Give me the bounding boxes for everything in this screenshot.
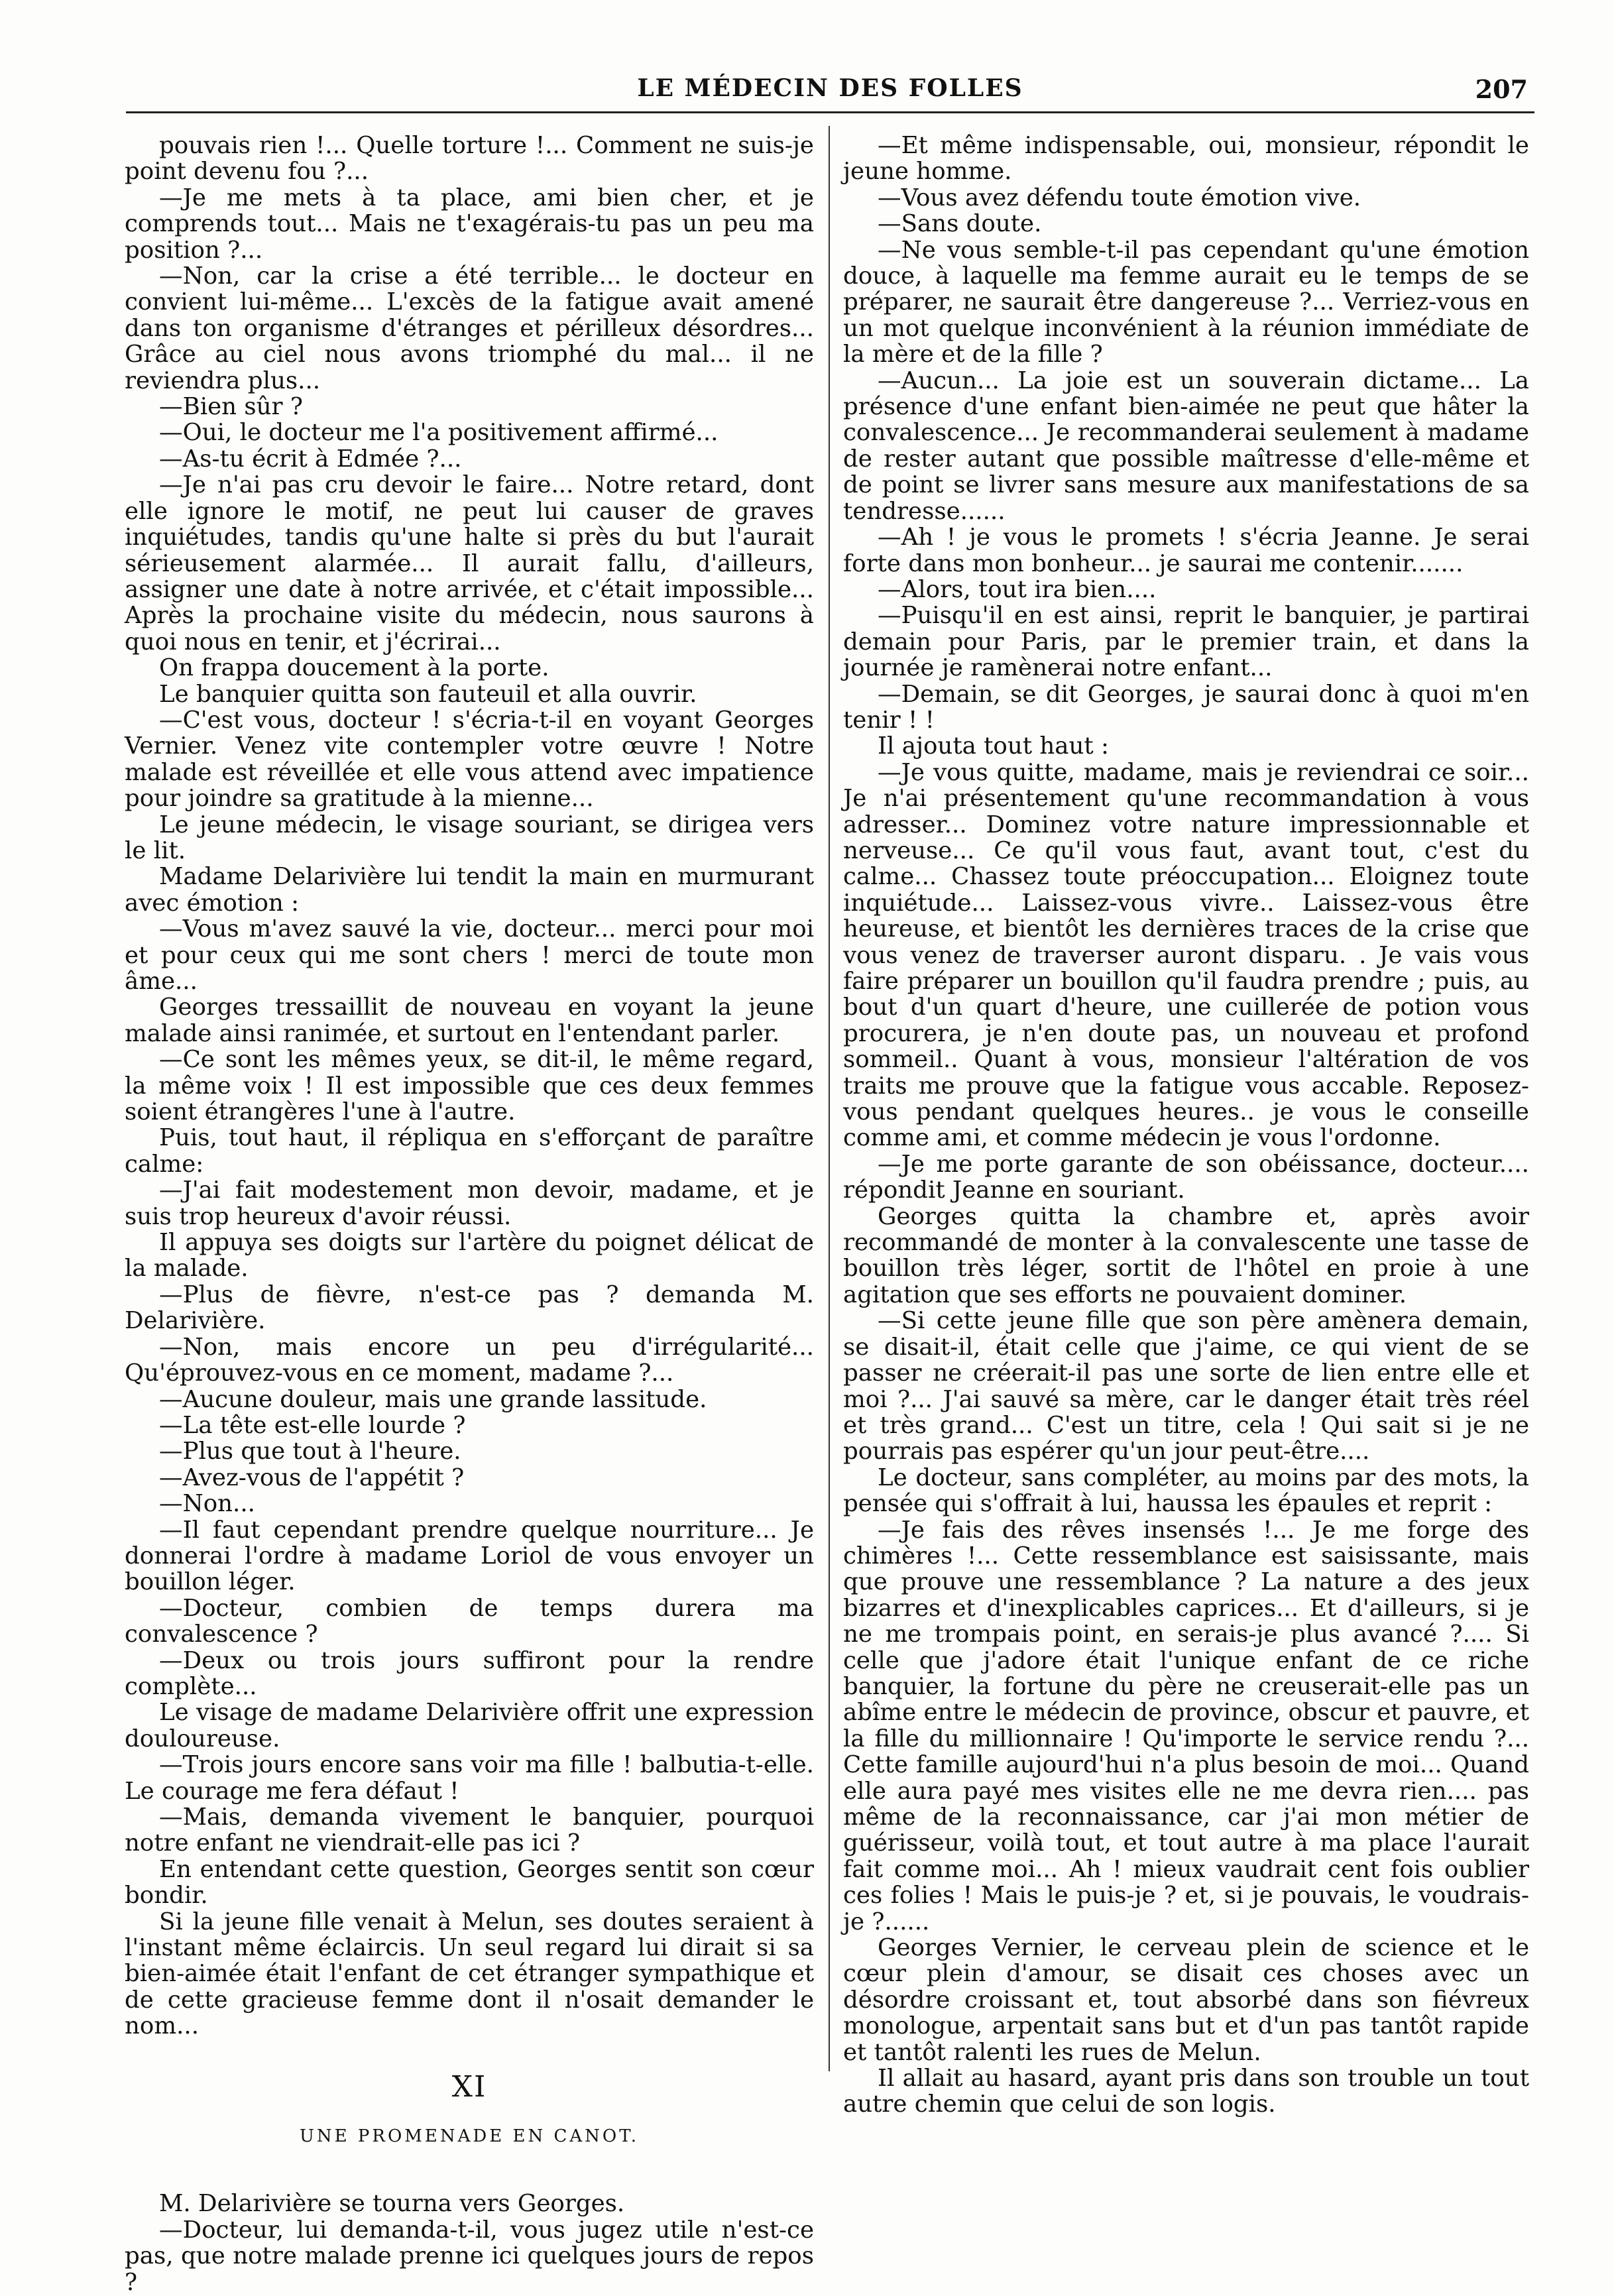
chapter-title: UNE PROMENADE EN CANOT. — [299, 2126, 640, 2147]
running-head — [126, 72, 1534, 113]
column-divider — [829, 126, 830, 2071]
paragraph: —Plus de fièvre, n'est-ce pas ? demanda M. Delarivière. — [125, 1281, 814, 1335]
paragraph: —Je me mets à ta place, ami bien cher, et je comprends tout... Mais ne t'exagérais-tu pas un peu ma position ?... — [125, 184, 814, 264]
paragraph: Georges quitta la chambre et, après avoir recommandé de monter à la convalescente une tasse de bouillon très léger, sortit de l'hôtel en proie à une agitation que ses efforts ne pouvaient dominer. — [843, 1202, 1529, 1308]
paragraph: Georges tressaillit de nouveau en voyant la jeune malade ainsi ranimée, et surtout en l'entendant parler. — [125, 994, 814, 1047]
paragraph: —Avez-vous de l'appétit ? — [159, 1464, 465, 1491]
paragraph: —Non... — [159, 1490, 255, 1518]
paragraph: Il allait au hasard, ayant pris dans son trouble un tout autre chemin que celui de son logis. — [843, 2065, 1529, 2118]
paragraph: —Docteur, combien de temps durera ma convalescence ? — [125, 1594, 814, 1648]
paragraph: —Alors, tout ira bien.... — [878, 575, 1157, 603]
paragraph: —Non, mais encore un peu d'irrégularité... Qu'éprouvez-vous en ce moment, madame ?... — [125, 1333, 814, 1387]
paragraph: —Aucun... La joie est un souverain dictame... La présence d'une enfant bien-aimée ne peut que hâter la convalescence... Je recommanderai seulement à madame de rester autant que possible maîtresse d'elle-même et de point se livrer sans mesure aux manifestations de sa tendresse...... — [843, 367, 1529, 525]
paragraph: —J'ai fait modestement mon devoir, madame, et je suis trop heureux d'avoir réussi. — [125, 1177, 814, 1230]
paragraph: En entendant cette question, Georges sentit son cœur bondir. — [125, 1855, 814, 1910]
paragraph: Georges Vernier, le cerveau plein de science et le cœur plein d'amour, se disait ces choses avec un désordre croissant et, tout absorbé dans son fiévreux monologue, arpentait sans but et d'un pas tantôt rapide et tantôt ralenti les rues de Melun. — [843, 1934, 1529, 2066]
paragraph: Le visage de madame Delarivière offrit une expression douloureuse. — [125, 1699, 814, 1752]
paragraph: Si la jeune fille venait à Melun, ses doutes seraient à l'instant même éclaircis. Un seul regard lui dirait si sa bien-aimée était l'enfant de cet étranger sympathique et de cette gracieuse femme dont il n'osait demander le nom... — [125, 1908, 814, 2040]
paragraph: pouvais rien !... Quelle torture !... Comment ne suis-je point devenu fou ?... — [125, 132, 814, 186]
chapter-number: XI — [451, 2069, 487, 2104]
paragraph: M. Delarivière se tourna vers Georges. — [159, 2190, 625, 2218]
paragraph: —Mais, demanda vivement le banquier, pourquoi notre enfant ne viendrait-elle pas ici ? — [125, 1804, 814, 1857]
right-column — [843, 133, 1529, 2118]
paragraph: —Si cette jeune fille que son père amènera demain, se disait-il, était celle que j'aime, ce qui vient de se passer ne créerait-il pas une sorte de lien entre elle et moi ?... J'ai sauvé sa mère, car le danger était très réel et très grand... C'est un titre, cela ! Qui sait si je ne pourrais pas espérer qu'un jour peut-être.... — [843, 1307, 1529, 1465]
paragraph: —Vous avez défendu toute émotion vive. — [878, 184, 1361, 211]
paragraph: —Trois jours encore sans voir ma fille ! balbutia-t-elle. Le courage me fera défaut ! — [125, 1751, 814, 1805]
paragraph: —Ah ! je vous le promets ! s'écria Jeanne. Je serai forte dans mon bonheur... je saurai me contenir....... — [843, 524, 1529, 577]
paragraph: —Plus que tout à l'heure. — [159, 1438, 461, 1465]
paragraph: —La tête est-elle lourde ? — [159, 1411, 466, 1439]
paragraph: —Non, car la crise a été terrible... le docteur en convient lui-même... L'excès de la fatigue avait amené dans ton organisme d'étranges et périlleux désordres... Grâce au ciel nous avons triomphé du mal... il ne reviendra plus... — [125, 262, 814, 394]
paragraph: —As-tu écrit à Edmée ?... — [159, 445, 462, 473]
paragraph: —Aucune douleur, mais une grande lassitude. — [159, 1385, 707, 1413]
paragraph: —Oui, le docteur me l'a positivement affirmé... — [159, 419, 719, 447]
paragraph: Le banquier quitta son fauteuil et alla ouvrir. — [159, 680, 697, 708]
paragraph: —Ce sont les mêmes yeux, se dit-il, le même regard, la même voix ! Il est impossible que ces deux femmes soient étrangères l'une à l'autre. — [125, 1046, 814, 1126]
paragraph: —Puisqu'il en est ainsi, reprit le banquier, je partirai demain pour Paris, par le premier train, et dans la journée je ramènerai notre enfant... — [843, 602, 1529, 682]
running-title: LE MÉDECIN DES FOLLES — [637, 74, 1023, 102]
paragraph: Le jeune médecin, le visage souriant, se dirigea vers le lit. — [125, 811, 814, 864]
paragraph: —Je n'ai pas cru devoir le faire... Notre retard, dont elle ignore le motif, ne peut lui causer de graves inquiétudes, tandis qu'une halte si près du but l'aurait sérieusement alarmée... Il aurait fallu, d'ailleurs, assigner une date à notre arrivée, et c'était impossible... Après la prochaine visite du médecin, nous saurons à quoi nous en tenir, et j'écrirai... — [125, 471, 814, 656]
page-number: 207 — [1475, 74, 1528, 104]
paragraph: —Deux ou trois jours suffiront pour la rendre complète... — [125, 1646, 814, 1700]
left-column — [125, 133, 814, 2295]
paragraph: Puis, tout haut, il répliqua en s'efforçant de paraître calme: — [125, 1124, 814, 1178]
paragraph: Madame Delarivière lui tendit la main en murmurant avec émotion : — [125, 863, 814, 917]
paragraph: On frappa doucement à la porte. — [159, 654, 549, 682]
paragraph: Le docteur, sans compléter, au moins par des mots, la pensée qui s'offrait à lui, haussa les épaules et reprit : — [843, 1464, 1529, 1518]
paragraph: —Je fais des rêves insensés !... Je me forge des chimères !... Cette ressemblance est saisissante, mais que prouve une ressemblance ? La nature a des jeux bizarres et d'inexplicables caprices... Et d'ailleurs, si je ne me trompais point, en serais-je plus avancé ?.... Si celle que j'adore était l'unique enfant de ce riche banquier, la fortune du père ne creuserait-elle pas un abîme entre le médecin de province, obscur et pauvre, et la fille du millionnaire ! Qu'importe le service rendu ?... Cette famille aujourd'hui n'a plus besoin de moi... Quand elle aura payé mes visites elle ne me devra rien.... pas même de la reconnaissance, car j'ai mon métier de guérisseur, voilà tout, et tout autre à ma place l'aurait fait comme moi... Ah ! mieux vaudrait cent fois oublier ces folies ! Mais le puis-je ? et, si je pouvais, le voudrais-je ?...... — [843, 1516, 1529, 1935]
paragraph: —Sans doute. — [878, 210, 1042, 238]
paragraph: —Bien sûr ? — [159, 393, 303, 421]
paragraph: —Demain, se dit Georges, je saurai donc à quoi m'en tenir ! ! — [843, 680, 1529, 734]
paragraph: —C'est vous, docteur ! s'écria-t-il en voyant Georges Vernier. Venez vite contempler votre œuvre ! Notre malade est réveillée et elle vous attend avec impatience pour joindre sa gratitude à la mienne... — [125, 706, 814, 813]
paragraph: —Il faut cependant prendre quelque nourriture... Je donnerai l'ordre à madame Loriol de vous envoyer un bouillon léger. — [125, 1516, 814, 1596]
paragraph: Il ajouta tout haut : — [878, 732, 1110, 760]
paragraph: —Ne vous semble-t-il pas cependant qu'une émotion douce, à laquelle ma femme aurait eu le temps de se préparer, ne saurait être dangereuse ?... Verriez-vous en un mot quelque inconvénient à la réunion immédiate de la mère et de la fille ? — [843, 236, 1529, 369]
paragraph: Il appuya ses doigts sur l'artère du poignet délicat de la malade. — [125, 1229, 814, 1283]
paragraph: —Docteur, lui demanda-t-il, vous jugez utile n'est-ce pas, que notre malade prenne ici quelques jours de repos ? — [125, 2216, 814, 2296]
paragraph: —Je me porte garante de son obéissance, docteur.... répondit Jeanne en souriant. — [843, 1150, 1529, 1204]
paragraph: —Je vous quitte, madame, mais je reviendrai ce soir... Je n'ai présentement qu'une recommandation à vous adresser... Dominez votre nature impressionnable et nerveuse... Ce qu'il vous faut, avant tout, c'est du calme... Chassez toute préoccupation... Eloignez toute inquiétude... Laissez-vous vivre.. Laissez-vous être heureuse, et bientôt les dernières traces de la crise que vous venez de traverser auront disparu. . Je vais vous faire préparer un bouillon qu'il faudra prendre ; puis, au bout d'un quart d'heure, une cuillerée de potion vous procurera, je n'en doute pas, un nouveau et profond sommeil.. Quant à vous, monsieur l'altération de vos traits me prouve que la fatigue vous accable. Reposez-vous pendant quelques heures.. je vous le conseille comme ami, et comme médecin je vous l'ordonne. — [843, 758, 1529, 1152]
paragraph: —Vous m'avez sauvé la vie, docteur... merci pour moi et pour ceux qui me sont chers ! merci de toute mon âme... — [125, 915, 814, 995]
paragraph: —Et même indispensable, oui, monsieur, répondit le jeune homme. — [843, 132, 1529, 186]
